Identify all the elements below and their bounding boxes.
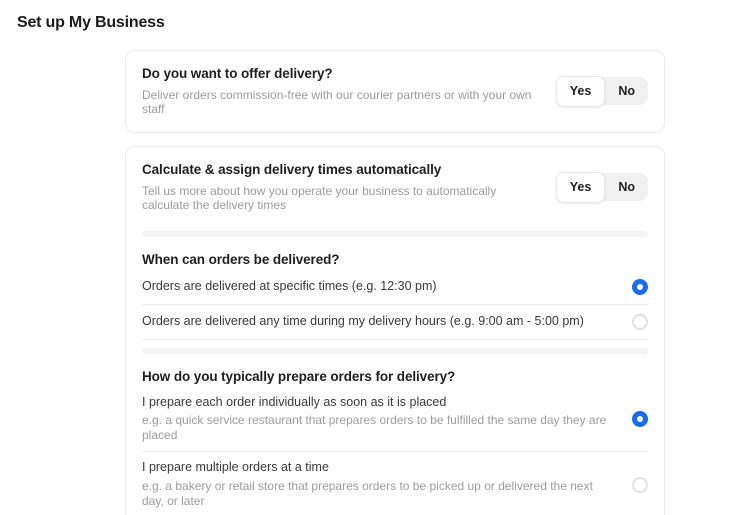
section-divider [142, 348, 648, 354]
option-multiple-orders[interactable] [142, 452, 648, 515]
delivery-window-section-title: When can orders be delivered? [142, 251, 340, 267]
offer-delivery-toggle [557, 77, 648, 105]
auto-times-toggle [557, 173, 648, 201]
option-any-time[interactable] [142, 305, 648, 340]
offer-delivery-yes-button[interactable]: Yes [556, 76, 606, 107]
offer-delivery-card [125, 50, 665, 133]
offer-delivery-header [126, 51, 664, 132]
option-specific-times-text [142, 279, 632, 295]
option-specific-times[interactable] [142, 270, 648, 305]
offer-delivery-subtitle: Deliver orders commission-free with our courier partners or with your own staff [142, 88, 532, 117]
option-individual-orders-radio[interactable] [632, 411, 648, 427]
section-divider [142, 231, 648, 237]
option-individual-orders-text [142, 395, 632, 444]
option-label: I prepare multiple orders at a time [142, 460, 329, 475]
option-label: Orders are delivered any time during my delivery hours (e.g. 9:00 am - 5:00 pm) [142, 313, 584, 328]
option-description: e.g. a bakery or retail store that prepares orders to be picked up or delivered the next day, or later [142, 478, 593, 508]
auto-times-question [142, 162, 541, 213]
option-multiple-orders-text [142, 460, 632, 509]
offer-delivery-no-button[interactable]: No [618, 83, 635, 98]
order-prep-section-title: How do you typically prepare orders for delivery? [142, 368, 456, 384]
auto-times-title: Calculate & assign delivery times automatically [142, 161, 442, 177]
offer-delivery-question [142, 66, 541, 117]
option-specific-times-radio[interactable] [632, 279, 648, 295]
option-label: I prepare each order individually as soon as it is placed [142, 394, 447, 409]
option-any-time-radio[interactable] [632, 314, 648, 330]
delivery-times-card [125, 146, 665, 515]
auto-times-yes-button[interactable]: Yes [556, 172, 606, 203]
option-individual-orders[interactable] [142, 387, 648, 453]
auto-times-no-button[interactable]: No [618, 179, 635, 194]
option-any-time-text [142, 314, 632, 330]
page-title: Set up My Business [17, 14, 165, 31]
auto-times-subtitle: Tell us more about how you operate your business to automatically calculate the delivery times [142, 183, 497, 213]
auto-times-header [126, 147, 664, 223]
delivery-window-section [126, 252, 664, 340]
offer-delivery-title: Do you want to offer delivery? [142, 66, 333, 81]
settings-cards [125, 50, 665, 515]
option-description: e.g. a quick service restaurant that prepares orders to be fulfilled the same day they are placed [142, 413, 607, 443]
option-multiple-orders-radio[interactable] [632, 477, 648, 493]
order-prep-section [126, 369, 664, 515]
option-label: Orders are delivered at specific times (e.g. 12:30 pm) [142, 278, 437, 293]
